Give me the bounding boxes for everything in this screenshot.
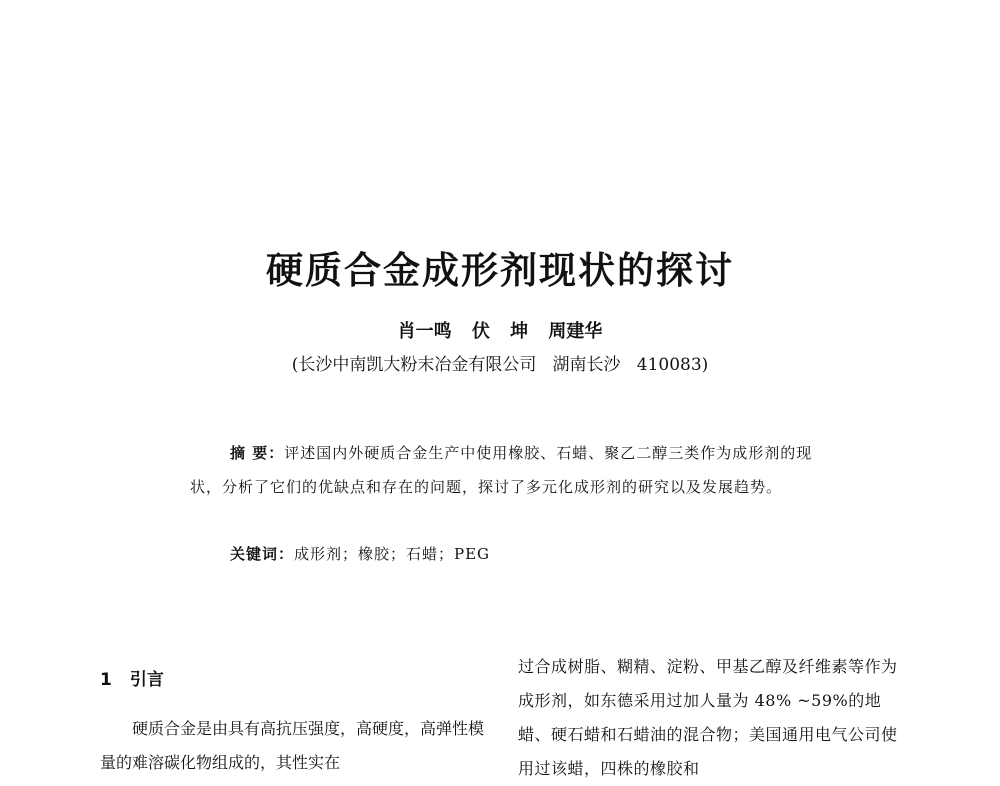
left-column bbox=[100, 712, 495, 780]
abstract-text: 评述国内外硬质合金生产中使用橡胶、石蜡、聚乙二醇三类作为成形剂的现状，分析了它们的优缺点和存在的问题，探讨了多元化成形剂的研究以及发展趋势。 bbox=[190, 444, 813, 496]
left-column-paragraph: 硬质合金是由具有高抗压强度，高硬度，高弹性模量的难溶碳化物组成的，其性实在 bbox=[100, 719, 485, 772]
author-list: 肖一鸣 伏 坤 周建华 bbox=[397, 321, 603, 342]
abstract-label: 摘 要： bbox=[230, 444, 285, 462]
keywords-label: 关键词： bbox=[230, 545, 295, 563]
right-column bbox=[518, 650, 902, 786]
paper-title: 硬质合金成形剂现状的探讨 bbox=[266, 249, 734, 292]
abstract bbox=[190, 436, 820, 504]
section-heading bbox=[100, 665, 164, 690]
section-title: 引言 bbox=[129, 670, 164, 690]
affiliation: (长沙中南凯大粉末冶金有限公司 湖南长沙 410083) bbox=[291, 355, 709, 375]
keywords-text: 成形剂；橡胶；石蜡；PEG bbox=[294, 545, 491, 563]
section-number: 1 bbox=[100, 670, 112, 690]
right-column-paragraph: 过合成树脂、糊精、淀粉、甲基乙醇及纤维素等作为成形剂，如东德采用过加人量为 48% ~59%的地蜡、硬石蜡和石蜡油的混合物；美国通用电气公司使用过该蜡，四株的橡胶和 bbox=[518, 657, 898, 778]
keywords bbox=[230, 543, 490, 564]
